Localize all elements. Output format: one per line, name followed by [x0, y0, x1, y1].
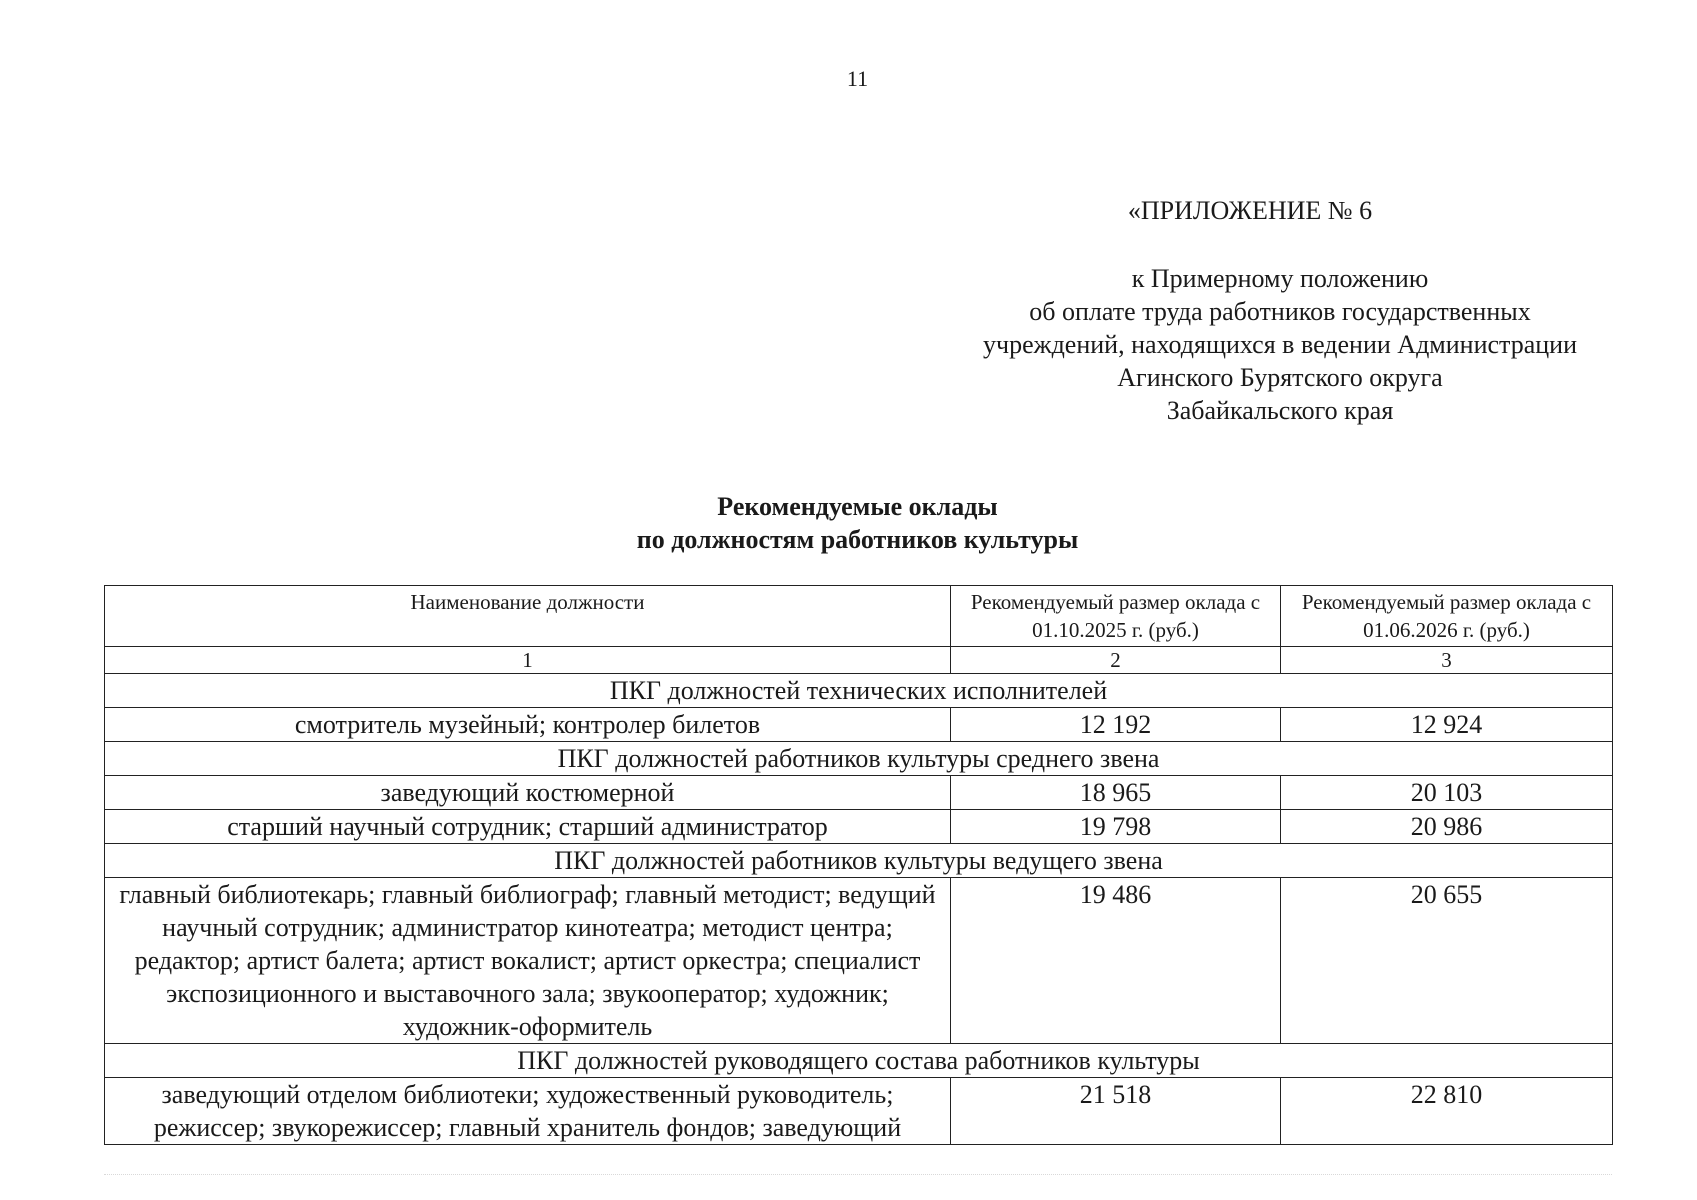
group-heading: ПКГ должностей технических исполнителей	[105, 674, 1613, 708]
appendix-subtitle-line: Агинского Бурятского округа	[1117, 363, 1443, 392]
table-row	[105, 878, 1613, 1044]
salary-2025-cell: 19 486	[951, 878, 1281, 1044]
header-position: Наименование должности	[105, 586, 951, 647]
group-heading: ПКГ должностей работников культуры ведущего звена	[105, 844, 1613, 878]
column-number: 2	[951, 647, 1281, 674]
appendix-subtitle-line: об оплате труда работников государственных	[1029, 297, 1531, 326]
appendix-subtitle-line: к Примерному положению	[1131, 264, 1429, 293]
column-number: 1	[105, 647, 951, 674]
salary-2026-cell: 20 103	[1281, 776, 1613, 810]
scan-artifact-line	[104, 1174, 1612, 1175]
salary-2026-cell: 12 924	[1281, 708, 1613, 742]
group-heading-row	[105, 844, 1613, 878]
column-number: 3	[1281, 647, 1613, 674]
appendix-subtitle-line: учреждений, находящихся в ведении Администрации	[983, 330, 1577, 359]
column-number-row	[105, 647, 1613, 674]
document-title-line: Рекомендуемые оклады	[717, 492, 998, 521]
group-heading: ПКГ должностей работников культуры среднего звена	[105, 742, 1613, 776]
salary-2025-cell: 12 192	[951, 708, 1281, 742]
position-cell: старший научный сотрудник; старший администратор	[105, 810, 951, 844]
salary-2026-cell: 22 810	[1281, 1078, 1613, 1145]
salary-2026-cell: 20 986	[1281, 810, 1613, 844]
salary-2025-cell: 21 518	[951, 1078, 1281, 1145]
salary-table	[104, 585, 1613, 1145]
table-row	[105, 708, 1613, 742]
table-row	[105, 1078, 1613, 1145]
salary-2025-cell: 18 965	[951, 776, 1281, 810]
appendix-subtitle-line: Забайкальского края	[1166, 396, 1394, 425]
salary-2026-cell: 20 655	[1281, 878, 1613, 1044]
position-cell: заведующий отделом библиотеки; художественный руководитель; режиссер; звукорежиссер; главный хранитель фондов; заведующий	[105, 1078, 951, 1145]
page-number: 11	[846, 66, 869, 91]
group-heading-row	[105, 674, 1613, 708]
position-cell: заведующий костюмерной	[105, 776, 951, 810]
document-title-line: по должностям работников культуры	[636, 525, 1079, 554]
group-heading-row	[105, 1044, 1613, 1078]
table-row	[105, 776, 1613, 810]
appendix-title: «ПРИЛОЖЕНИЕ № 6	[1127, 196, 1373, 225]
appendix-subtitle	[900, 262, 1660, 427]
salary-2025-cell: 19 798	[951, 810, 1281, 844]
group-heading: ПКГ должностей руководящего состава работников культуры	[105, 1044, 1613, 1078]
document-title	[0, 490, 1697, 556]
table-row	[105, 810, 1613, 844]
header-salary-2026: Рекомендуемый размер оклада с 01.06.2026 г. (руб.)	[1281, 586, 1613, 647]
header-salary-2025: Рекомендуемый размер оклада с 01.10.2025 г. (руб.)	[951, 586, 1281, 647]
position-cell: главный библиотекарь; главный библиограф; главный методист; ведущий научный сотрудник; администратор кинотеатра; методист центра; редактор; артист балета; артист вокалист; артист оркестра; специалист экспозиционного и выставочного зала; звукооператор; художник; художник-оформитель	[105, 878, 951, 1044]
table-header-row	[105, 586, 1613, 647]
group-heading-row	[105, 742, 1613, 776]
position-cell: смотритель музейный; контролер билетов	[105, 708, 951, 742]
